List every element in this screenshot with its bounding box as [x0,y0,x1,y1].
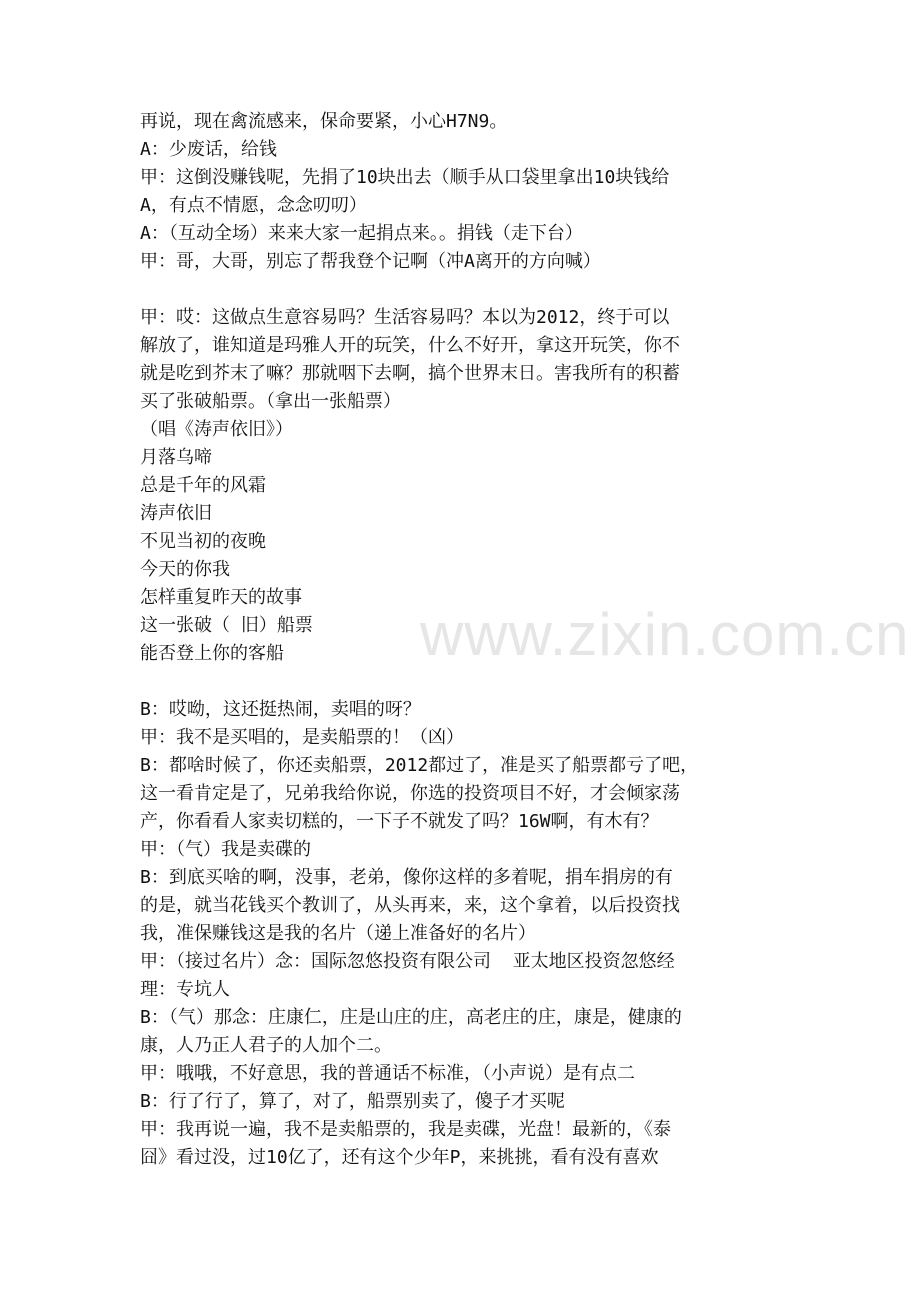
text-line: 这一张破（ 旧）船票 [140,615,313,636]
dialogue-paragraph [140,724,790,752]
dialogue-paragraph [140,108,790,136]
text-line: 今天的你我 [140,559,230,580]
text-line: A，有点不情愿，念念叨叨） [140,195,367,216]
text-line: 甲：哎：这做点生意容易吗？生活容易吗？本以为2012，终于可以 [140,307,670,328]
text-line: 产，你看看人家卖切糕的，一下子不就发了吗？16W啊，有木有？ [140,811,659,832]
text-line: 不见当初的夜晚 [140,531,266,552]
dialogue-paragraph [140,472,790,500]
dialogue-paragraph [140,948,790,1004]
text-line: 总是千年的风霜 [140,475,266,496]
dialogue-paragraph [140,556,790,584]
text-line: 能否登上你的客船 [140,643,284,664]
text-line: 甲：这倒没赚钱呢，先捐了10块出去（顺手从口袋里拿出10块钱给 [140,167,670,188]
text-line: （唱《涛声依旧》） [140,419,293,440]
dialogue-paragraph [140,696,790,724]
dialogue-paragraph [140,1060,790,1088]
text-line: 怎样重复昨天的故事 [140,587,302,608]
dialogue-paragraph [140,500,790,528]
dialogue-paragraph [140,1004,790,1060]
text-line: 甲：哦哦，不好意思，我的普通话不标准，（小声说）是有点二 [140,1063,635,1084]
text-line: 甲：我不是买唱的，是卖船票的！（凶） [140,727,464,748]
text-line: 的是，就当花钱买个教训了，从头再来，来，这个拿着，以后投资找 [140,895,680,916]
text-line: B：（气）那念：庄康仁，庄是山庄的庄，高老庄的庄，康是，健康的 [140,1007,682,1028]
text-line: B：到底买啥的啊，没事，老弟，像你这样的多着呢，捐车捐房的有 [140,867,673,888]
text-line: 甲：我再说一遍，我不是卖船票的，我是卖碟，光盘！最新的，《泰 [140,1119,671,1140]
text-line: 甲：（气）我是卖碟的 [140,839,311,860]
text-line: B：哎呦，这还挺热闹，卖唱的呀？ [140,699,421,720]
dialogue-paragraph [140,136,790,164]
dialogue-paragraph [140,864,790,948]
dialogue-paragraph [140,248,790,276]
text-line: B：行了行了，算了，对了，船票别卖了，傻子才买呢 [140,1091,565,1112]
dialogue-paragraph [140,752,790,836]
text-line: 就是吃到芥末了嘛？那就咽下去啊，搞个世界末日。害我所有的积蓄 [140,363,680,384]
text-line: 再说，现在禽流感来，保命要紧，小心H7N9。 [140,111,508,132]
dialogue-paragraph [140,444,790,472]
watermark: www.zixin.com.cn [420,601,910,668]
text-line: 涛声依旧 [140,503,212,524]
dialogue-paragraph [140,612,790,640]
dialogue-paragraph [140,416,790,444]
dialogue-paragraph [140,164,790,220]
dialogue-paragraph [140,584,790,612]
text-line: 囧》看过没，过10亿了，还有这个少年P，来挑挑，看有没有喜欢 [140,1147,659,1168]
dialogue-paragraph [140,836,790,864]
text-line: 月落乌啼 [140,447,212,468]
dialogue-paragraph [140,640,790,668]
dialogue-paragraph [140,304,790,416]
text-line: B：都啥时候了，你还卖船票，2012都过了，准是买了船票都亏了吧， [140,755,699,776]
dialogue-paragraph [140,1088,790,1116]
text-line: 康，人乃正人君子的人加个二。 [140,1035,392,1056]
text-line: 解放了，谁知道是玛雅人开的玩笑，什么不好开，拿这开玩笑，你不 [140,335,680,356]
text-line: 我，准保赚钱这是我的名片（递上准备好的名片） [140,923,536,944]
dialogue-paragraph [140,220,790,248]
dialogue-paragraph [140,1116,790,1172]
text-line: 甲：（接过名片）念：国际忽悠投资有限公司 亚太地区投资忽悠经 [140,951,675,972]
paragraph-gap [140,668,790,696]
text-line: A：（互动全场）来来大家一起捐点来。。捐钱（走下台） [140,223,583,244]
paragraph-gap [140,276,790,304]
text-line: A：少废话，给钱 [140,139,277,160]
text-line: 理：专坑人 [140,979,230,1000]
dialogue-paragraph [140,528,790,556]
text-line: 这一看肯定是了，兄弟我给你说，你选的投资项目不好，才会倾家荡 [140,783,680,804]
text-line: 甲：哥，大哥，别忘了帮我登个记啊（冲A离开的方向喊） [140,251,601,272]
text-line: 买了张破船票。（拿出一张船票） [140,391,401,412]
document-body [140,108,790,1172]
